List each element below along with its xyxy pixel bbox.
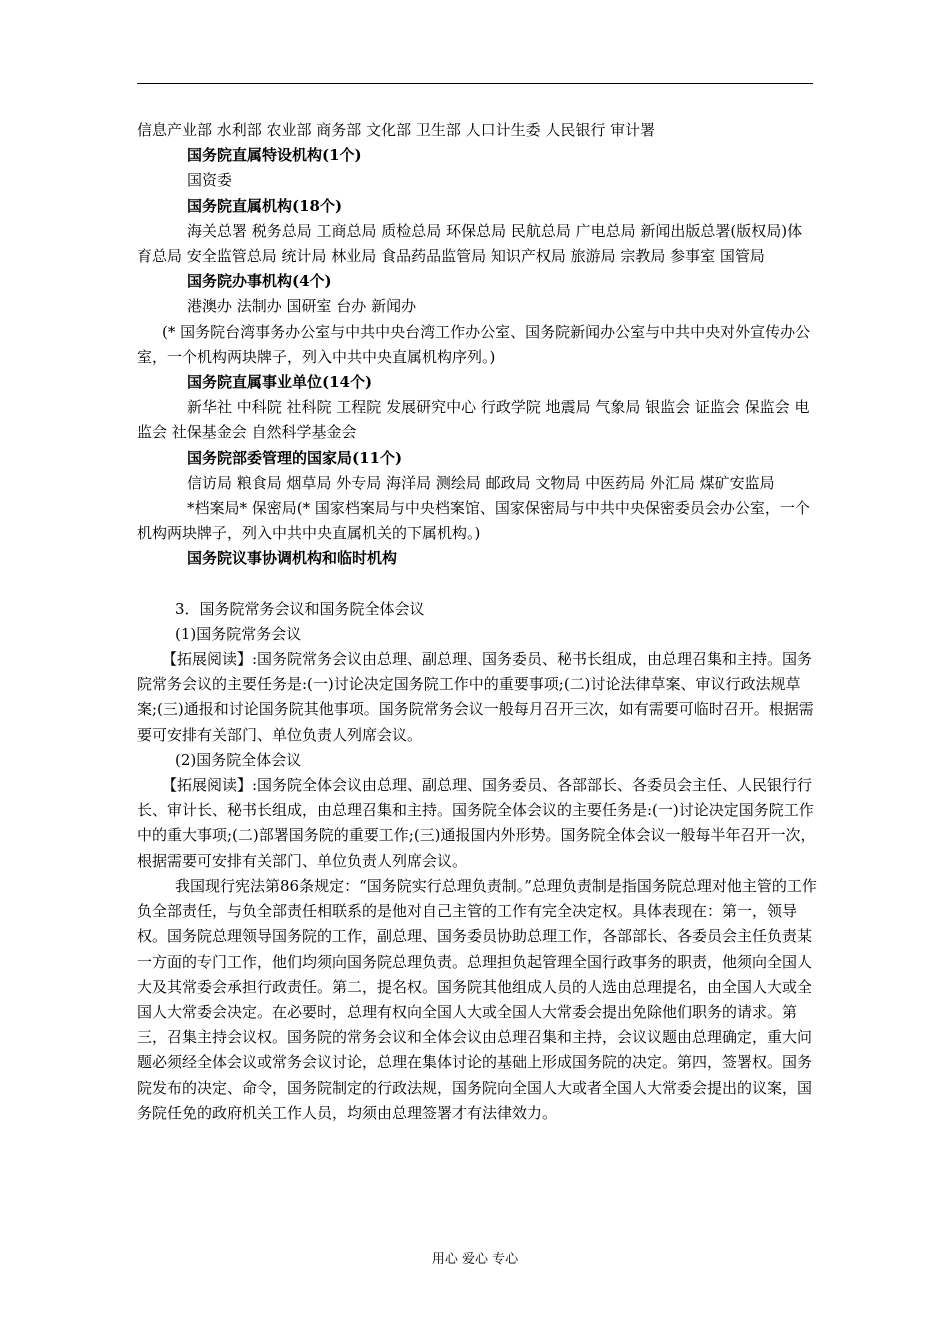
special-agency-heading: 国务院直属特设机构(1个) xyxy=(187,146,362,165)
coordination-heading: 国务院议事协调机构和临时机构 xyxy=(187,549,398,568)
header-rule xyxy=(137,83,813,84)
institution-list: 新华社 中科院 社科院 工程院 发展研究中心 行政学院 地震局 气象局 银监会 证监会 保监会 电监会 社保基金会 自然科学基金会 xyxy=(137,398,810,442)
constitution-paragraph: 我国现行宪法第86条规定：“国务院实行总理负责制。”总理负责制是指国务院总理对他主管的工作负全部责任，与负全部责任相联系的是他对自己主管的工作有完全决定权。具体表现在：第一，领导权。国务院总理领导国务院的工作，副总理、国务委员协助总理工作，各部部长、各委员会主任负责某一方面的专门工作，他们均须向国务院总理负责。总理担负起管理全国行政事务的职责，他须向全国人大及其常委会承担行政责任。第二，提名权。国务院其他组成人员的人选由总理提名，由全国人大或全国人大常委会决定。在必要时，总理有权向全国人大或全国人大常委会提出免除他们职务的请求。第三，召集主持会议权。国务院的常务会议和全体会议由总理召集和主持，会议议题由总理确定，重大问题必须经全体会议或常务会议讨论，总理在集体讨论的基础上形成国务院的决定。第四，签署权。国务院发布的决定、命令，国务院制定的行政法规，国务院向全国人大或者全国人大常委会提出的议案，国务院任免的政府机关工作人员，均须由总理签署才有法律效力。 xyxy=(137,876,817,1122)
subsection-2-heading: (2)国务院全体会议 xyxy=(175,750,302,769)
bureau-note: *档案局* 保密局(* 国家档案局与中央档案馆、国家保密局与中共中央保密委员会办公室，一个机构两块牌子，列入中共中央直属机关的下属机构。) xyxy=(137,499,810,543)
extended-reading-1: 【拓展阅读】:国务院常务会议由总理、副总理、国务委员、秘书长组成，由总理召集和主持。国务院常务会议的主要任务是:(一)讨论决定国务院工作中的重要事项;(二)讨论法律草案、审议行政法规草案;(三)通报和讨论国务院其他事项。国务院常务会议一般每月召开三次，如有需要可临时召开。根据需要可安排有关部门、单位负责人列席会议。 xyxy=(137,650,814,744)
document-body xyxy=(137,118,817,1126)
institution-heading: 国务院直属事业单位(14个) xyxy=(187,373,373,392)
bureau-list: 信访局 粮食局 烟草局 外专局 海洋局 测绘局 邮政局 文物局 中医药局 外汇局 煤矿安监局 xyxy=(187,473,775,492)
bureau-heading: 国务院部委管理的国家局(11个) xyxy=(187,448,403,467)
direct-agency-list: 海关总署 税务总局 工商总局 质检总局 环保总局 民航总局 广电总局 新闻出版总署(版权局)体育总局 安全监管总局 统计局 林业局 食品药品监管局 知识产权局 旅游局 宗教局 参事室 国管局 xyxy=(137,221,803,266)
direct-agency-heading: 国务院直属机构(18个) xyxy=(187,196,343,215)
office-note: (* 国务院台湾事务办公室与中共中央台湾工作办公室、国务院新闻办公室与中共中央对外宣传办公室，一个机构两块牌子，列入中共中央直属机构序列。) xyxy=(137,322,811,366)
section-spacer xyxy=(137,572,817,597)
office-list: 港澳办 法制办 国研室 台办 新闻办 xyxy=(187,297,417,316)
extended-reading-2: 【拓展阅读】:国务院全体会议由总理、副总理、国务委员、各部部长、各委员会主任、人民银行行长、审计长、秘书长组成，由总理召集和主持。国务院全体会议的主要任务是:(一)讨论决定国务院工作中的重大事项;(二)部署国务院的重要工作;(三)通报国内外形势。国务院全体会议一般每半年召开一次，根据需要可安排有关部门、单位负责人列席会议。 xyxy=(137,776,816,870)
special-agency-list: 国资委 xyxy=(187,171,233,190)
ministries-line: 信息产业部 水利部 农业部 商务部 文化部 卫生部 人口计生委 人民银行 审计署 xyxy=(137,121,656,139)
subsection-1-heading: (1)国务院常务会议 xyxy=(175,624,302,643)
page-footer: 用心 爱心 专心 xyxy=(431,1252,519,1267)
section-3-heading: 3．国务院常务会议和国务院全体会议 xyxy=(175,599,425,618)
office-heading: 国务院办事机构(4个) xyxy=(187,272,332,291)
